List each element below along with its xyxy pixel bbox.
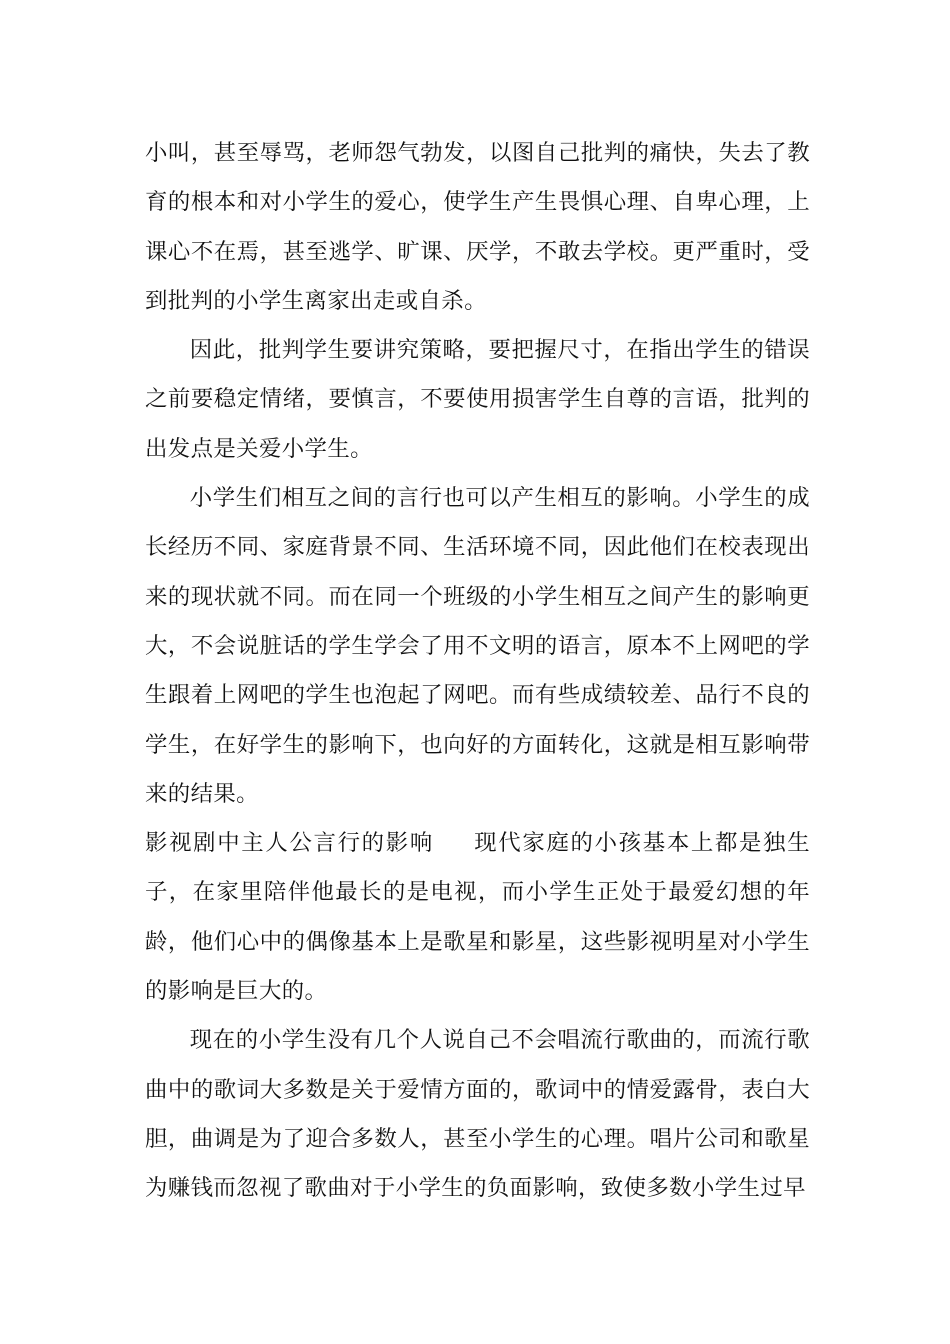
paragraph-3: 小学生们相互之间的言行也可以产生相互的影响。小学生的成长经历不同、家庭背景不同、生活环境不同，因此他们在校表现出来的现状就不同。而在同一个班级的小学生相互之间产生的影响更大，不会说脏话的学生学会了用不文明的语言，原本不上网吧的学生跟着上网吧的学生也泡起了网吧。而有些成绩较差、品行不良的学生，在好学生的影响下，也向好的方面转化，这就是相互影响带来的结果。 (145, 485, 810, 807)
paragraph-5: 现在的小学生没有几个人说自己不会唱流行歌曲的，而流行歌曲中的歌词大多数是关于爱情方面的，歌词中的情爱露骨，表白大胆，曲调是为了迎合多数人，甚至小学生的心理。唱片公司和歌星为赚钱而忽视了歌曲对于小学生的负面影响，致使多数小学生过早 (145, 1027, 810, 1202)
body-text (145, 129, 810, 1214)
section-heading: 影视剧中主人公言行的影响 (145, 830, 434, 857)
paragraph-2: 因此，批判学生要讲究策略，要把握尺寸，在指出学生的错误之前要稳定情绪，要慎言，不要使用损害学生自尊的言语，批判的出发点是关爱小学生。 (145, 337, 810, 462)
paragraph-1: 小叫，甚至辱骂，老师怨气勃发，以图自己批判的痛快，失去了教育的根本和对小学生的爱心，使学生产生畏惧心理、自卑心理，上课心不在焉，甚至逃学、旷课、厌学，不敢去学校。更严重时，受到批判的小学生离家出走或自杀。 (145, 140, 810, 314)
paragraph-4-text: 现代家庭的小孩基本上都是独生子，在家里陪伴他最长的是电视，而小学生正处于最爱幻想的年龄，他们心中的偶像基本上是歌星和影星，这些影视明星对小学生的影响是巨大的。 (145, 830, 810, 1005)
paragraph-4 (145, 819, 810, 1016)
